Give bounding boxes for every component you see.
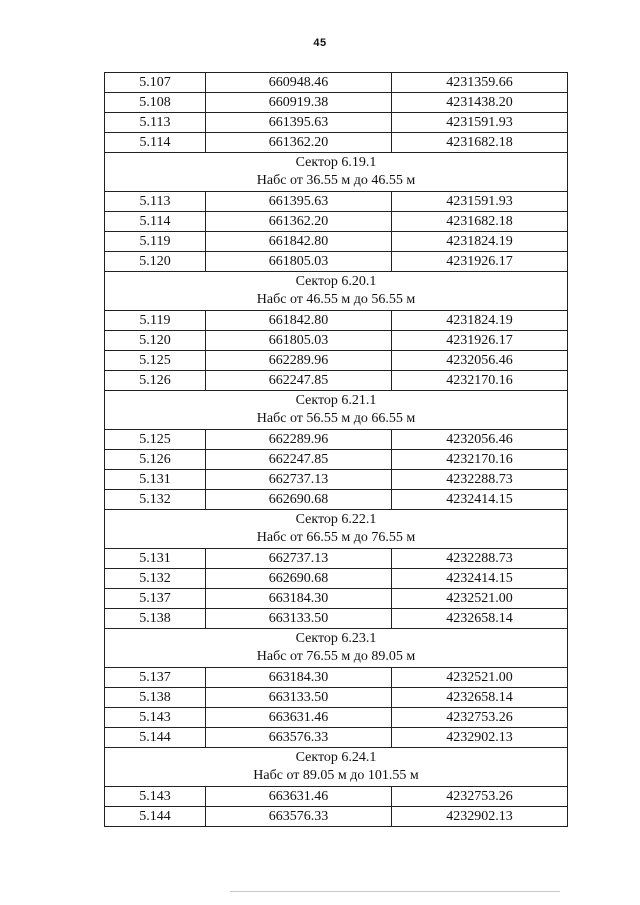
table-row [105, 73, 568, 93]
x-coordinate-cell: 661362.20 [206, 133, 392, 153]
sector-header-cell [105, 153, 568, 192]
sector-height-range: Набс от 76.55 м до 89.05 м [256, 649, 416, 664]
y-coordinate-cell: 4231824.19 [392, 311, 568, 331]
table-row [105, 192, 568, 212]
x-coordinate-cell: 663576.33 [206, 728, 392, 748]
point-number-cell: 5.137 [105, 589, 206, 609]
table-row [105, 133, 568, 153]
table-row [105, 113, 568, 133]
point-number-cell: 5.143 [105, 787, 206, 807]
sector-height-range: Набс от 89.05 м до 101.55 м [253, 768, 419, 783]
table-row [105, 549, 568, 569]
sector-title: Сектор 6.22.1 [295, 512, 377, 527]
point-number-cell: 5.137 [105, 668, 206, 688]
point-number-cell: 5.120 [105, 331, 206, 351]
sector-header-row [105, 510, 568, 549]
point-number-cell: 5.132 [105, 569, 206, 589]
point-number-cell: 5.113 [105, 113, 206, 133]
point-number-cell: 5.143 [105, 708, 206, 728]
x-coordinate-cell: 662289.96 [206, 430, 392, 450]
table-row [105, 252, 568, 272]
sector-height-range: Набс от 46.55 м до 56.55 м [256, 292, 416, 307]
point-number-cell: 5.125 [105, 430, 206, 450]
table-row [105, 787, 568, 807]
x-coordinate-cell: 662737.13 [206, 470, 392, 490]
sector-height-range: Набс от 56.55 м до 66.55 м [256, 411, 416, 426]
x-coordinate-cell: 662737.13 [206, 549, 392, 569]
x-coordinate-cell: 663184.30 [206, 589, 392, 609]
sector-header-cell [105, 510, 568, 549]
table-row [105, 351, 568, 371]
x-coordinate-cell: 661842.80 [206, 311, 392, 331]
table-row [105, 688, 568, 708]
table-row [105, 589, 568, 609]
sector-header-cell [105, 629, 568, 668]
point-number-cell: 5.126 [105, 371, 206, 391]
sector-title: Сектор 6.21.1 [295, 393, 377, 408]
y-coordinate-cell: 4232521.00 [392, 668, 568, 688]
table-row [105, 728, 568, 748]
y-coordinate-cell: 4232753.26 [392, 787, 568, 807]
table-row [105, 232, 568, 252]
sector-title: Сектор 6.24.1 [295, 750, 377, 765]
table-row [105, 371, 568, 391]
point-number-cell: 5.120 [105, 252, 206, 272]
x-coordinate-cell: 660919.38 [206, 93, 392, 113]
sector-title: Сектор 6.20.1 [295, 274, 377, 289]
y-coordinate-cell: 4231438.20 [392, 93, 568, 113]
sector-header-row [105, 748, 568, 787]
y-coordinate-cell: 4232414.15 [392, 490, 568, 510]
point-number-cell: 5.119 [105, 232, 206, 252]
table-row [105, 470, 568, 490]
y-coordinate-cell: 4232902.13 [392, 807, 568, 827]
x-coordinate-cell: 661805.03 [206, 252, 392, 272]
y-coordinate-cell: 4231824.19 [392, 232, 568, 252]
x-coordinate-cell: 661362.20 [206, 212, 392, 232]
x-coordinate-cell: 661805.03 [206, 331, 392, 351]
point-number-cell: 5.113 [105, 192, 206, 212]
table-row [105, 668, 568, 688]
x-coordinate-cell: 662690.68 [206, 490, 392, 510]
x-coordinate-cell: 663631.46 [206, 787, 392, 807]
y-coordinate-cell: 4232902.13 [392, 728, 568, 748]
point-number-cell: 5.132 [105, 490, 206, 510]
point-number-cell: 5.125 [105, 351, 206, 371]
y-coordinate-cell: 4231926.17 [392, 331, 568, 351]
x-coordinate-cell: 661395.63 [206, 192, 392, 212]
table-row [105, 212, 568, 232]
point-number-cell: 5.138 [105, 609, 206, 629]
y-coordinate-cell: 4232170.16 [392, 371, 568, 391]
table-row [105, 708, 568, 728]
point-number-cell: 5.107 [105, 73, 206, 93]
y-coordinate-cell: 4231926.17 [392, 252, 568, 272]
sector-height-range: Набс от 36.55 м до 46.55 м [256, 173, 416, 188]
point-number-cell: 5.138 [105, 688, 206, 708]
y-coordinate-cell: 4232753.26 [392, 708, 568, 728]
table-row [105, 609, 568, 629]
x-coordinate-cell: 663133.50 [206, 609, 392, 629]
table-row [105, 311, 568, 331]
sector-height-range: Набс от 66.55 м до 76.55 м [256, 530, 416, 545]
point-number-cell: 5.114 [105, 133, 206, 153]
point-number-cell: 5.131 [105, 470, 206, 490]
x-coordinate-cell: 663576.33 [206, 807, 392, 827]
point-number-cell: 5.131 [105, 549, 206, 569]
y-coordinate-cell: 4232288.73 [392, 549, 568, 569]
table-row [105, 331, 568, 351]
y-coordinate-cell: 4232170.16 [392, 450, 568, 470]
x-coordinate-cell: 661842.80 [206, 232, 392, 252]
point-number-cell: 5.119 [105, 311, 206, 331]
y-coordinate-cell: 4231682.18 [392, 133, 568, 153]
y-coordinate-cell: 4232521.00 [392, 589, 568, 609]
coordinates-table-body [105, 73, 568, 827]
sector-title: Сектор 6.19.1 [295, 155, 377, 170]
x-coordinate-cell: 662289.96 [206, 351, 392, 371]
x-coordinate-cell: 662247.85 [206, 450, 392, 470]
sector-title: Сектор 6.23.1 [295, 631, 377, 646]
coordinates-table [104, 72, 568, 827]
sector-header-cell [105, 391, 568, 430]
sector-header-row [105, 391, 568, 430]
table-row [105, 569, 568, 589]
point-number-cell: 5.114 [105, 212, 206, 232]
table-row [105, 93, 568, 113]
y-coordinate-cell: 4232056.46 [392, 430, 568, 450]
y-coordinate-cell: 4232658.14 [392, 609, 568, 629]
x-coordinate-cell: 663184.30 [206, 668, 392, 688]
y-coordinate-cell: 4232056.46 [392, 351, 568, 371]
table-row [105, 490, 568, 510]
sector-header-row [105, 153, 568, 192]
y-coordinate-cell: 4231591.93 [392, 192, 568, 212]
sector-header-row [105, 272, 568, 311]
page-number: 45 [313, 37, 327, 49]
table-row [105, 807, 568, 827]
table-row [105, 450, 568, 470]
point-number-cell: 5.144 [105, 807, 206, 827]
point-number-cell: 5.108 [105, 93, 206, 113]
x-coordinate-cell: 663631.46 [206, 708, 392, 728]
y-coordinate-cell: 4232414.15 [392, 569, 568, 589]
table-row [105, 430, 568, 450]
sector-header-cell [105, 272, 568, 311]
y-coordinate-cell: 4231359.66 [392, 73, 568, 93]
x-coordinate-cell: 663133.50 [206, 688, 392, 708]
sector-header-row [105, 629, 568, 668]
y-coordinate-cell: 4231591.93 [392, 113, 568, 133]
x-coordinate-cell: 662690.68 [206, 569, 392, 589]
point-number-cell: 5.126 [105, 450, 206, 470]
y-coordinate-cell: 4231682.18 [392, 212, 568, 232]
x-coordinate-cell: 662247.85 [206, 371, 392, 391]
x-coordinate-cell: 661395.63 [206, 113, 392, 133]
scan-edge-line [230, 891, 560, 892]
point-number-cell: 5.144 [105, 728, 206, 748]
y-coordinate-cell: 4232658.14 [392, 688, 568, 708]
x-coordinate-cell: 660948.46 [206, 73, 392, 93]
y-coordinate-cell: 4232288.73 [392, 470, 568, 490]
sector-header-cell [105, 748, 568, 787]
